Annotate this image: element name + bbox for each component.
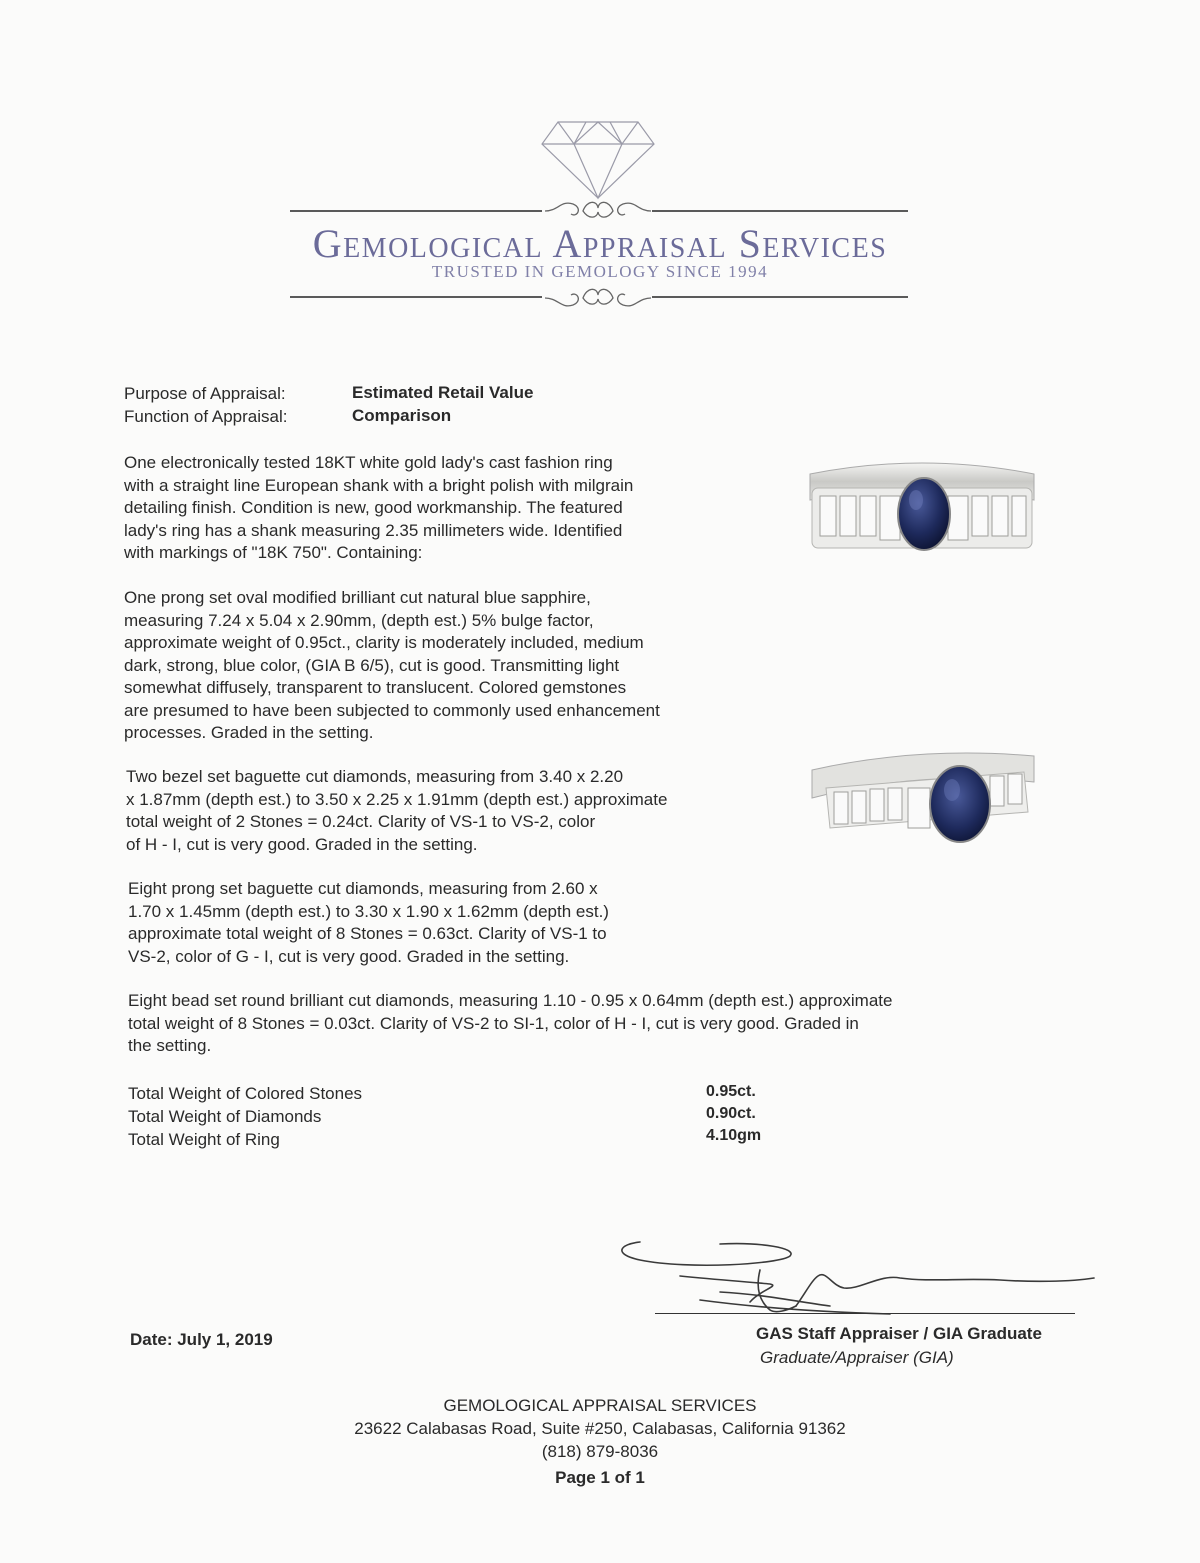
text-line: One electronically tested 18KT white gold lady's cast fashion ring [124,453,613,472]
total-diamonds-label: Total Weight of Diamonds [128,1107,322,1126]
bead-diamonds-paragraph [128,990,892,1058]
description-paragraph [124,452,633,565]
text-line: Two bezel set baguette cut diamonds, measuring from 3.40 x 2.20 [126,767,624,786]
bottom-flourish-icon [543,283,653,313]
total-colored-value: 0.95ct. [706,1083,756,1100]
signature-line [655,1313,1075,1314]
text-line: of H - I, cut is very good. Graded in the setting. [126,834,478,854]
text-line: x 1.87mm (depth est.) to 3.50 x 2.25 x 1.91mm (depth est.) approximate [126,789,668,809]
text-line: Eight prong set baguette cut diamonds, measuring from 2.60 x [128,879,598,898]
top-rule-right [652,210,908,212]
bezel-diamonds-paragraph [126,766,667,856]
text-line: measuring 7.24 x 5.04 x 2.90mm, (depth est.) 5% bulge factor, [124,610,594,630]
diamond-logo-icon [540,118,656,200]
text-line: One prong set oval modified brilliant cut natural blue sapphire, [124,588,591,607]
text-line: processes. Graded in the setting. [124,723,374,742]
total-ring-value: 4.10gm [706,1127,762,1144]
footer-company: GEMOLOGICAL APPRAISAL SERVICES [443,1396,757,1415]
bottom-rule-left [290,296,542,298]
top-rule-left [290,210,542,212]
text-line: approximate total weight of 8 Stones = 0.63ct. Clarity of VS-1 to [128,924,607,943]
text-line: the setting. [128,1036,212,1055]
purpose-label: Purpose of Appraisal: [124,384,286,403]
sapphire-paragraph [124,587,660,745]
text-line: Eight bead set round brilliant cut diamonds, measuring 1.10 - 0.95 x 0.64mm (depth est.) approximate [128,991,893,1010]
total-ring-label: Total Weight of Ring [128,1130,280,1149]
text-line: dark, strong, blue color, (GIA B 6/5), cut is good. Transmitting light [124,655,620,675]
total-colored-label: Total Weight of Colored Stones [128,1084,363,1103]
text-line: 1.70 x 1.45mm (depth est.) to 3.30 x 1.90 x 1.62mm (depth est.) [128,901,609,921]
appraiser-signature [600,1230,1100,1320]
text-line: total weight of 2 Stones = 0.24ct. Clarity of VS-1 to VS-2, color [126,812,596,831]
text-line: are presumed to have been subjected to commonly used enhancement [124,700,660,720]
ring-front-image [806,452,1038,568]
purpose-value: Estimated Retail Value [352,383,534,402]
bottom-rule-right [652,296,908,298]
page-number: Page 1 of 1 [555,1468,645,1487]
total-diamonds-value: 0.90ct. [706,1105,756,1122]
text-line: detailing finish. Condition is new, good workmanship. The featured [124,498,623,517]
text-line: somewhat diffusely, transparent to translucent. Colored gemstones [124,678,627,697]
footer-phone: (818) 879-8036 [541,1442,659,1461]
text-line: with markings of "18K 750". Containing: [124,543,423,562]
ring-angle-image [808,742,1038,862]
function-value: Comparison [352,406,452,425]
prong-diamonds-paragraph [128,878,609,968]
company-name: Gemological Appraisal Services [312,221,888,266]
appraiser-title: GAS Staff Appraiser / GIA Graduate [756,1324,1042,1343]
function-label: Function of Appraisal: [124,407,288,426]
text-line: approximate weight of 0.95ct., clarity is moderately included, medium [124,633,644,652]
text-line: lady's ring has a shank measuring 2.35 millimeters wide. Identified [124,520,623,540]
company-tagline: TRUSTED IN GEMOLOGY SINCE 1994 [431,262,769,281]
text-line: total weight of 8 Stones = 0.03ct. Clarity of VS-2 to SI-1, color of H - I, cut is very good. Graded in [128,1013,859,1033]
appraisal-date: Date: July 1, 2019 [130,1330,273,1349]
text-line: with a straight line European shank with a bright polish with milgrain [124,475,634,495]
footer-address: 23622 Calabasas Road, Suite #250, Calabasas, California 91362 [354,1419,846,1438]
appraiser-subtitle: Graduate/Appraiser (GIA) [760,1348,954,1367]
text-line: VS-2, color of G - I, cut is very good. Graded in the setting. [128,946,570,966]
